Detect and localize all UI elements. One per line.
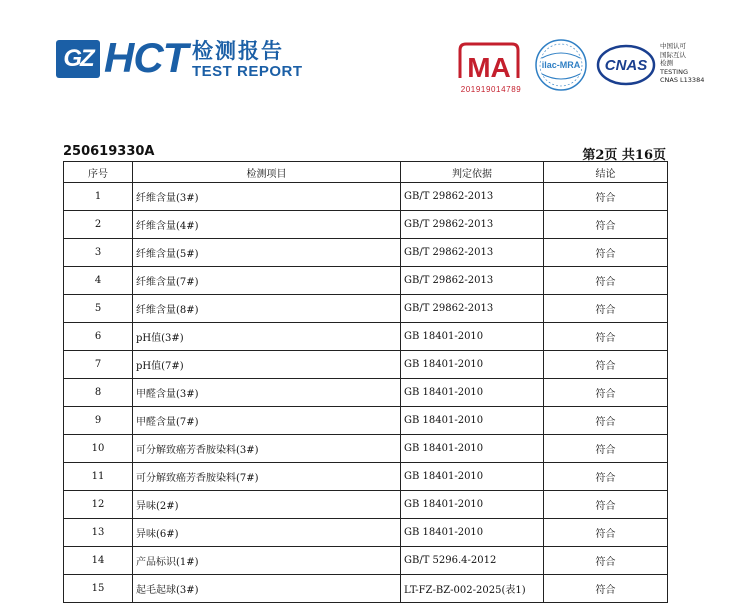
cell-conclusion: 符合 [544, 407, 668, 435]
cnas-accreditation-text [660, 42, 730, 85]
cell-test-item: 纤维含量(7#) [133, 267, 401, 295]
cell-serial-no: 7 [64, 351, 133, 379]
cell-test-item: 起毛起球(3#) [133, 575, 401, 603]
cnas-line: 检测 [660, 59, 673, 68]
table-row [64, 211, 668, 239]
cell-basis: LT-FZ-BZ-002-2025(表1) [401, 575, 544, 603]
page-indicator: 第2页 共16页 [582, 148, 666, 163]
cell-basis: GB/T 29862-2013 [401, 183, 544, 211]
table-row [64, 183, 668, 211]
cell-basis: GB 18401-2010 [401, 351, 544, 379]
cell-test-item: 纤维含量(5#) [133, 239, 401, 267]
cell-basis: GB 18401-2010 [401, 463, 544, 491]
report-title-cn: 检测报告 [192, 39, 284, 63]
cell-test-item: 甲醛含量(7#) [133, 407, 401, 435]
cma-mark-icon [456, 40, 522, 86]
cell-basis: GB 18401-2010 [401, 323, 544, 351]
table-row [64, 463, 668, 491]
cell-basis: GB 18401-2010 [401, 379, 544, 407]
cell-serial-no: 6 [64, 323, 133, 351]
cell-serial-no: 4 [64, 267, 133, 295]
ilac-mra-icon [534, 38, 588, 92]
table-row [64, 267, 668, 295]
cell-conclusion: 符合 [544, 239, 668, 267]
cell-serial-no: 15 [64, 575, 133, 603]
table-row [64, 547, 668, 575]
report-title-en: TEST REPORT [192, 63, 303, 80]
cell-serial-no: 8 [64, 379, 133, 407]
cell-serial-no: 3 [64, 239, 133, 267]
cell-serial-no: 13 [64, 519, 133, 547]
table-row [64, 351, 668, 379]
cell-test-item: 可分解致癌芳香胺染料(7#) [133, 463, 401, 491]
cell-conclusion: 符合 [544, 323, 668, 351]
cell-serial-no: 14 [64, 547, 133, 575]
header-basis: 判定依据 [401, 162, 544, 183]
table-row [64, 295, 668, 323]
cell-basis: GB/T 29862-2013 [401, 295, 544, 323]
cell-test-item: pH值(7#) [133, 351, 401, 379]
table-row [64, 575, 668, 603]
cma-number: 201919014789 [460, 85, 522, 94]
cell-conclusion: 符合 [544, 575, 668, 603]
cell-test-item: 纤维含量(8#) [133, 295, 401, 323]
cell-test-item: 纤维含量(4#) [133, 211, 401, 239]
cell-serial-no: 1 [64, 183, 133, 211]
cell-basis: GB 18401-2010 [401, 435, 544, 463]
table-row [64, 239, 668, 267]
cell-test-item: 可分解致癌芳香胺染料(3#) [133, 435, 401, 463]
cell-serial-no: 11 [64, 463, 133, 491]
cell-serial-no: 10 [64, 435, 133, 463]
cell-test-item: pH值(3#) [133, 323, 401, 351]
hct-logo-mark: GZ [56, 40, 100, 78]
table-row [64, 379, 668, 407]
cell-serial-no: 9 [64, 407, 133, 435]
cell-conclusion: 符合 [544, 519, 668, 547]
cell-conclusion: 符合 [544, 463, 668, 491]
cell-test-item: 异味(6#) [133, 519, 401, 547]
cell-serial-no: 2 [64, 211, 133, 239]
cnas-line: 国际互认 [660, 50, 686, 59]
cell-basis: GB/T 29862-2013 [401, 239, 544, 267]
cell-basis: GB/T 29862-2013 [401, 211, 544, 239]
cma-mark-label: MA [467, 52, 511, 83]
table-row [64, 407, 668, 435]
cnas-mark-icon [596, 44, 656, 86]
cell-conclusion: 符合 [544, 211, 668, 239]
cell-test-item: 异味(2#) [133, 491, 401, 519]
header-serial-no: 序号 [64, 162, 133, 183]
cell-serial-no: 12 [64, 491, 133, 519]
cell-basis: GB 18401-2010 [401, 407, 544, 435]
hct-logo-text: HCT [104, 34, 188, 81]
cell-conclusion: 符合 [544, 295, 668, 323]
header-test-item: 检测项目 [133, 162, 401, 183]
cnas-line: 中国认可 [660, 42, 686, 50]
cell-basis: GB/T 29862-2013 [401, 267, 544, 295]
cell-test-item: 纤维含量(3#) [133, 183, 401, 211]
table-row [64, 491, 668, 519]
cell-conclusion: 符合 [544, 379, 668, 407]
cell-conclusion: 符合 [544, 435, 668, 463]
cell-conclusion: 符合 [544, 491, 668, 519]
table-header-row [64, 162, 668, 183]
cell-basis: GB 18401-2010 [401, 491, 544, 519]
cell-conclusion: 符合 [544, 183, 668, 211]
table-row [64, 323, 668, 351]
cell-conclusion: 符合 [544, 547, 668, 575]
table-row [64, 519, 668, 547]
cell-conclusion: 符合 [544, 351, 668, 379]
report-number: 250619330A [63, 144, 155, 159]
cell-conclusion: 符合 [544, 267, 668, 295]
table-row [64, 435, 668, 463]
ilac-mra-label: ilac-MRA [541, 60, 581, 70]
cell-test-item: 产品标识(1#) [133, 547, 401, 575]
cell-basis: GB 18401-2010 [401, 519, 544, 547]
cnas-line: TESTING [660, 67, 688, 76]
test-results-table [63, 161, 668, 603]
cnas-mark-label: CNAS [604, 57, 648, 74]
cell-basis: GB/T 5296.4-2012 [401, 547, 544, 575]
cell-serial-no: 5 [64, 295, 133, 323]
header-conclusion: 结论 [544, 162, 668, 183]
cell-test-item: 甲醛含量(3#) [133, 379, 401, 407]
cnas-line: CNAS L13384 [660, 76, 705, 85]
